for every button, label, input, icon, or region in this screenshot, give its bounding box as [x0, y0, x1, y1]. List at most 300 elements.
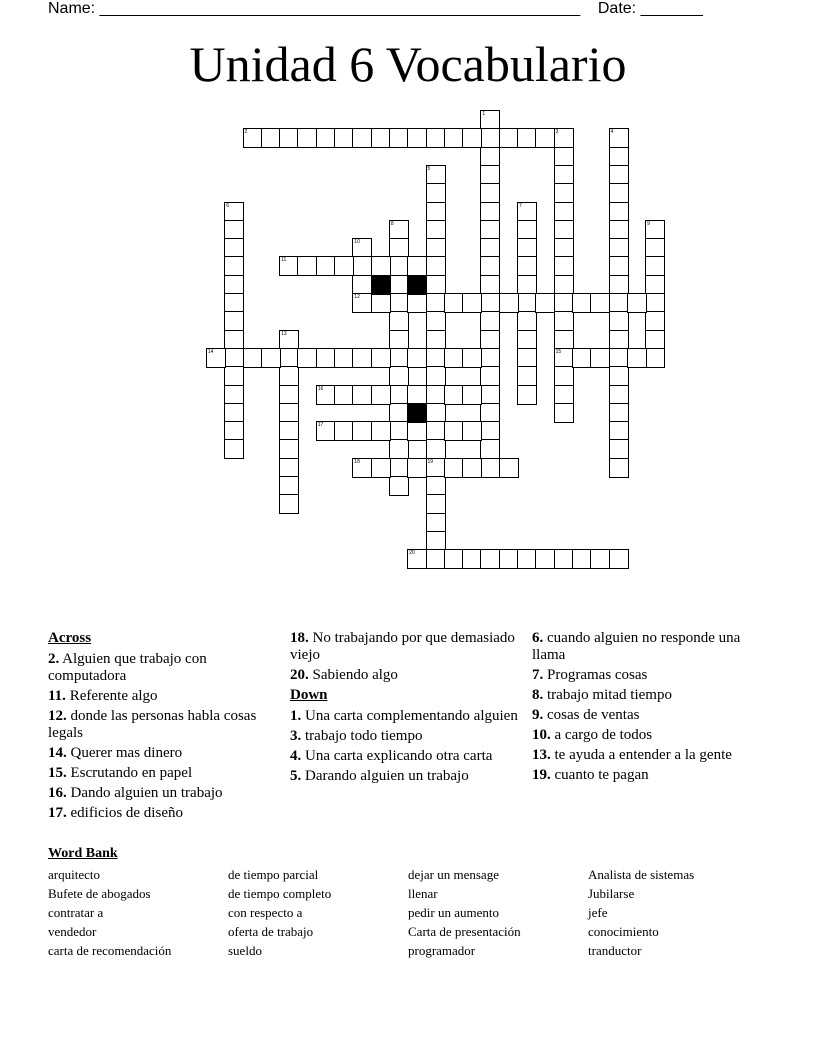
crossword-cell[interactable] — [645, 311, 665, 331]
crossword-cell[interactable] — [609, 275, 629, 295]
crossword-cell[interactable] — [609, 293, 629, 313]
crossword-cell[interactable] — [426, 403, 446, 423]
crossword-cell[interactable] — [426, 311, 446, 331]
clue-text: cuando alguien no responde una llama — [532, 630, 741, 663]
crossword-cell[interactable] — [609, 348, 629, 368]
crossword-cell[interactable] — [609, 183, 629, 203]
crossword-cell[interactable] — [371, 128, 391, 148]
crossword-cell[interactable] — [480, 403, 500, 423]
clue-number: 2 — [244, 129, 248, 136]
crossword-cell[interactable] — [279, 494, 299, 514]
crossword-black-cell — [407, 403, 427, 423]
clue-number-label: 11. — [48, 688, 66, 704]
name-label: Name: — [48, 0, 96, 17]
crossword-cell[interactable] — [554, 348, 574, 368]
clue-number-label: 10. — [532, 727, 551, 743]
crossword-cell[interactable] — [517, 293, 537, 313]
crossword-cell[interactable] — [224, 385, 244, 405]
crossword-cell[interactable] — [554, 183, 574, 203]
crossword-cell[interactable] — [426, 238, 446, 258]
crossword-cell[interactable] — [480, 128, 500, 148]
crossword-cell[interactable] — [297, 348, 317, 368]
crossword-cell[interactable] — [645, 275, 665, 295]
crossword-cell[interactable] — [297, 128, 317, 148]
crossword-cell[interactable] — [352, 238, 372, 258]
crossword-cell[interactable] — [334, 348, 354, 368]
crossword-cell[interactable] — [279, 476, 299, 496]
word-bank-item: programador — [408, 943, 476, 958]
crossword-cell[interactable] — [572, 549, 592, 569]
crossword-cell[interactable] — [517, 348, 537, 368]
clue-item — [532, 727, 762, 744]
clue-number-label: 4. — [290, 748, 302, 764]
crossword-cell[interactable] — [279, 385, 299, 405]
crossword-cell[interactable] — [499, 128, 519, 148]
word-bank-item: vendedor — [48, 924, 97, 939]
crossword-cell[interactable] — [480, 147, 500, 167]
crossword-cell[interactable] — [480, 183, 500, 203]
word-bank-item: Bufete de abogados — [48, 886, 151, 901]
crossword-cell[interactable] — [206, 348, 226, 368]
clue-number-label: 1. — [290, 708, 302, 724]
crossword-cell[interactable] — [371, 293, 391, 313]
crossword-cell[interactable] — [279, 256, 299, 276]
crossword-cell[interactable] — [609, 439, 629, 459]
crossword-cell[interactable] — [352, 128, 372, 148]
crossword-cell[interactable] — [371, 421, 391, 441]
crossword-cell[interactable] — [224, 238, 244, 258]
crossword-cell[interactable] — [462, 348, 482, 368]
crossword-cell[interactable] — [279, 366, 299, 386]
crossword-cell[interactable] — [572, 348, 592, 368]
clue-number: 10 — [354, 239, 360, 246]
clue-number: 1 — [482, 111, 486, 117]
crossword-cell[interactable] — [609, 421, 629, 441]
crossword-cell[interactable] — [407, 293, 427, 313]
crossword-cell[interactable] — [590, 348, 610, 368]
crossword-cell[interactable] — [426, 549, 446, 569]
crossword-cell[interactable] — [279, 403, 299, 423]
crossword-cell[interactable] — [554, 275, 574, 295]
word-bank-item: carta de recomendación — [48, 943, 172, 958]
crossword-cell[interactable] — [426, 421, 446, 441]
clue-text: trabajo todo tiempo — [301, 728, 423, 744]
crossword-cell[interactable] — [462, 128, 482, 148]
crossword-cell[interactable] — [279, 128, 299, 148]
crossword-cell[interactable] — [627, 348, 647, 368]
crossword-cell[interactable] — [480, 549, 500, 569]
crossword-cell[interactable] — [480, 238, 500, 258]
crossword-cell[interactable] — [444, 293, 464, 313]
crossword-cell[interactable] — [316, 256, 336, 276]
clue-item — [532, 667, 762, 684]
clue-text: Escrutando en papel — [66, 765, 193, 781]
crossword-cell[interactable] — [554, 293, 574, 313]
crossword-cell[interactable] — [389, 238, 409, 258]
clue-number: 5 — [427, 165, 431, 172]
crossword-cell[interactable] — [426, 513, 446, 533]
crossword-cell[interactable] — [426, 293, 446, 313]
crossword-cell[interactable] — [389, 275, 409, 295]
crossword-cell[interactable] — [426, 220, 446, 240]
word-bank-item: tranductor — [588, 943, 642, 958]
crossword-cell[interactable] — [590, 293, 610, 313]
crossword-cell[interactable] — [352, 275, 372, 295]
crossword-cell[interactable] — [316, 385, 336, 405]
crossword-cell[interactable] — [554, 403, 574, 423]
crossword-cell[interactable] — [517, 220, 537, 240]
crossword-cell[interactable] — [517, 311, 537, 331]
crossword-cell[interactable] — [444, 348, 464, 368]
clue-section-heading: Across — [48, 630, 92, 646]
crossword-cell[interactable] — [609, 403, 629, 423]
crossword-cell[interactable] — [352, 256, 372, 276]
name-blank[interactable]: ______________________________________________________ — [99, 0, 581, 17]
crossword-cell[interactable] — [554, 165, 574, 185]
clue-text: Sabiendo algo — [308, 667, 398, 683]
crossword-cell[interactable] — [480, 202, 500, 222]
clue-item — [48, 785, 278, 802]
crossword-cell[interactable] — [535, 549, 555, 569]
crossword-cell[interactable] — [627, 293, 647, 313]
clue-text: Programas cosas — [543, 667, 648, 683]
crossword-cell[interactable] — [480, 220, 500, 240]
word-bank-column-1 — [48, 865, 171, 960]
clue-item — [532, 767, 762, 784]
crossword-cell[interactable] — [426, 348, 446, 368]
crossword-cell[interactable] — [517, 256, 537, 276]
clue-number-label: 19. — [532, 767, 551, 783]
clue-number-label: 7. — [532, 667, 544, 683]
crossword-cell[interactable] — [334, 256, 354, 276]
crossword-cell[interactable] — [609, 220, 629, 240]
crossword-cell[interactable] — [535, 128, 555, 148]
crossword-cell[interactable] — [480, 421, 500, 441]
crossword-cell[interactable] — [389, 385, 409, 405]
crossword-cell[interactable] — [517, 275, 537, 295]
crossword-cell[interactable] — [480, 293, 500, 313]
crossword-cell[interactable] — [389, 403, 409, 423]
crossword-cell[interactable] — [462, 549, 482, 569]
crossword-cell[interactable] — [426, 385, 446, 405]
clue-text: te ayuda a entender a la gente — [550, 747, 732, 763]
crossword-cell[interactable] — [535, 293, 555, 313]
clue-number: 18 — [354, 458, 360, 465]
crossword-cell[interactable] — [389, 256, 409, 276]
clue-number: 16 — [317, 385, 324, 392]
crossword-cell[interactable] — [480, 275, 500, 295]
crossword-cell[interactable] — [224, 403, 244, 423]
crossword-cell[interactable] — [554, 128, 574, 148]
crossword-cell[interactable] — [352, 421, 372, 441]
crossword-cell[interactable] — [554, 366, 574, 386]
crossword-cell[interactable] — [609, 238, 629, 258]
crossword-cell[interactable] — [389, 330, 409, 350]
crossword-cell[interactable] — [316, 348, 336, 368]
clues-column-3 — [532, 630, 762, 787]
crossword-cell[interactable] — [609, 458, 629, 478]
crossword-cell[interactable] — [554, 202, 574, 222]
crossword-cell[interactable] — [426, 531, 446, 551]
crossword-cell[interactable] — [279, 330, 299, 350]
crossword-cell[interactable] — [554, 238, 574, 258]
crossword-cell[interactable] — [389, 348, 409, 368]
crossword-cell[interactable] — [480, 311, 500, 331]
crossword-cell[interactable] — [480, 165, 500, 185]
clue-text: Darando alguien un trabajo — [301, 768, 469, 784]
crossword-cell[interactable] — [609, 385, 629, 405]
clue-item — [290, 748, 520, 765]
crossword-cell[interactable] — [554, 147, 574, 167]
crossword-cell[interactable] — [224, 275, 244, 295]
crossword-cell[interactable] — [224, 202, 244, 222]
crossword-cell[interactable] — [609, 330, 629, 350]
clue-text: Una carta explicando otra carta — [301, 748, 493, 764]
word-bank-item: dejar un mensage — [408, 867, 499, 882]
crossword-cell[interactable] — [517, 128, 537, 148]
crossword-cell[interactable] — [371, 348, 391, 368]
crossword-cell[interactable] — [279, 421, 299, 441]
crossword-cell[interactable] — [554, 330, 574, 350]
crossword-cell[interactable] — [462, 293, 482, 313]
crossword-cell[interactable] — [426, 183, 446, 203]
crossword-cell[interactable] — [480, 348, 500, 368]
crossword-cell[interactable] — [554, 385, 574, 405]
clue-number-label: 12. — [48, 708, 67, 724]
crossword-cell[interactable] — [389, 311, 409, 331]
crossword-cell[interactable] — [389, 293, 409, 313]
clue-item — [290, 728, 520, 745]
crossword-cell[interactable] — [224, 421, 244, 441]
clue-number: 8 — [390, 220, 394, 227]
crossword-cell[interactable] — [609, 311, 629, 331]
crossword-cell[interactable] — [645, 293, 665, 313]
crossword-cell[interactable] — [480, 458, 500, 478]
crossword-cell[interactable] — [517, 202, 537, 222]
crossword-cell[interactable] — [572, 293, 592, 313]
crossword-cell[interactable] — [297, 256, 317, 276]
crossword-cell[interactable] — [480, 385, 500, 405]
clue-number: 12 — [354, 294, 360, 300]
word-bank-column-3 — [408, 865, 521, 960]
clue-text: Una carta complementando alguien — [301, 708, 518, 724]
clue-text: edificios de diseño — [66, 805, 183, 821]
crossword-cell[interactable] — [645, 330, 665, 350]
crossword-cell[interactable] — [407, 421, 427, 441]
clue-item — [532, 747, 762, 764]
crossword-cell[interactable] — [316, 128, 336, 148]
clue-item — [290, 630, 520, 664]
crossword-cell[interactable] — [407, 128, 427, 148]
clue-item — [48, 745, 278, 762]
clue-item — [290, 667, 520, 684]
crossword-cell[interactable] — [554, 220, 574, 240]
clue-number-label: 3. — [290, 728, 302, 744]
crossword-cell[interactable] — [480, 439, 500, 459]
crossword-cell[interactable] — [462, 421, 482, 441]
clue-number-label: 9. — [532, 707, 544, 723]
clue-item — [48, 765, 278, 782]
crossword-cell[interactable] — [426, 128, 446, 148]
crossword-cell[interactable] — [224, 220, 244, 240]
clue-number-label: 17. — [48, 805, 67, 821]
crossword-cell[interactable] — [407, 549, 427, 569]
crossword-cell[interactable] — [444, 421, 464, 441]
crossword-cell[interactable] — [243, 128, 263, 148]
crossword-cell[interactable] — [609, 165, 629, 185]
crossword-cell[interactable] — [389, 458, 409, 478]
crossword-cell[interactable] — [352, 385, 372, 405]
crossword-cell[interactable] — [480, 366, 500, 386]
crossword-cell[interactable] — [517, 366, 537, 386]
crossword-cell[interactable] — [261, 348, 281, 368]
crossword-cell[interactable] — [334, 421, 354, 441]
crossword-cell[interactable] — [499, 458, 519, 478]
crossword-cell[interactable] — [444, 549, 464, 569]
crossword-cell[interactable] — [407, 256, 427, 276]
crossword-cell[interactable] — [224, 293, 244, 313]
crossword-cell[interactable] — [224, 366, 244, 386]
clue-number-label: 8. — [532, 687, 544, 703]
crossword-cell[interactable] — [517, 385, 537, 405]
word-bank-item: oferta de trabajo — [228, 924, 314, 939]
crossword-cell[interactable] — [426, 458, 446, 478]
date-blank[interactable]: _______ — [640, 0, 703, 17]
clue-number: 9 — [647, 220, 650, 227]
clue-item — [290, 708, 520, 725]
crossword-cell[interactable] — [645, 256, 665, 276]
crossword-cell[interactable] — [316, 421, 336, 441]
crossword-cell[interactable] — [279, 348, 299, 368]
crossword-cell[interactable] — [224, 330, 244, 350]
crossword-cell[interactable] — [352, 293, 372, 313]
crossword-cell[interactable] — [480, 110, 500, 130]
clue-text: Dando alguien un trabajo — [66, 785, 223, 801]
crossword-cell[interactable] — [371, 385, 391, 405]
crossword-cell[interactable] — [389, 128, 409, 148]
crossword-cell[interactable] — [462, 385, 482, 405]
clue-number: 6 — [226, 202, 229, 209]
crossword-cell[interactable] — [517, 549, 537, 569]
clue-text: cosas de ventas — [543, 707, 640, 723]
crossword-cell[interactable] — [334, 128, 354, 148]
crossword-cell[interactable] — [389, 421, 409, 441]
word-bank-item: llenar — [408, 886, 438, 901]
crossword-cell[interactable] — [554, 311, 574, 331]
crossword-cell[interactable] — [426, 494, 446, 514]
clue-text: cuanto te pagan — [550, 767, 649, 783]
crossword-cell[interactable] — [371, 256, 391, 276]
clue-number-label: 16. — [48, 785, 67, 801]
crossword-cell[interactable] — [279, 439, 299, 459]
word-bank-item: jefe — [588, 905, 608, 920]
crossword-cell[interactable] — [609, 256, 629, 276]
crossword-cell[interactable] — [609, 366, 629, 386]
clue-number: 20 — [409, 550, 415, 557]
crossword-cell[interactable] — [224, 256, 244, 276]
clue-text: a cargo de todos — [550, 727, 653, 743]
word-bank-item: de tiempo parcial — [228, 867, 319, 882]
crossword-cell[interactable] — [407, 348, 427, 368]
crossword-cell[interactable] — [426, 256, 446, 276]
crossword-cell[interactable] — [554, 256, 574, 276]
crossword-cell[interactable] — [645, 348, 665, 368]
crossword-cell[interactable] — [609, 549, 629, 569]
crossword-cell[interactable] — [462, 458, 482, 478]
crossword-cell[interactable] — [426, 366, 446, 386]
crossword-cell[interactable] — [444, 458, 464, 478]
crossword-cell[interactable] — [480, 256, 500, 276]
clue-number-label: 2. — [48, 651, 60, 667]
crossword-cell[interactable] — [444, 385, 464, 405]
clues-column-2 — [290, 630, 520, 788]
word-bank-item: Carta de presentación — [408, 924, 521, 939]
crossword-cell[interactable] — [352, 348, 372, 368]
clue-number: 17 — [317, 422, 324, 429]
crossword-cell[interactable] — [645, 220, 665, 240]
crossword-cell[interactable] — [224, 439, 244, 459]
crossword-cell[interactable] — [517, 238, 537, 258]
crossword-cell[interactable] — [609, 147, 629, 167]
crossword-cell[interactable] — [426, 165, 446, 185]
crossword-cell[interactable] — [554, 549, 574, 569]
clue-number-label: 20. — [290, 667, 309, 683]
crossword-cell[interactable] — [499, 293, 519, 313]
crossword-cell[interactable] — [407, 458, 427, 478]
crossword-cell[interactable] — [389, 476, 409, 496]
clue-text: trabajo mitad tiempo — [543, 687, 672, 703]
crossword-cell[interactable] — [426, 275, 446, 295]
clue-number: 4 — [610, 129, 614, 136]
clue-text: Querer mas dinero — [66, 745, 183, 761]
crossword-cell[interactable] — [352, 458, 372, 478]
crossword-cell[interactable] — [389, 439, 409, 459]
crossword-cell[interactable] — [389, 366, 409, 386]
crossword-cell[interactable] — [590, 549, 610, 569]
crossword-cell[interactable] — [407, 385, 427, 405]
crossword-cell[interactable] — [444, 128, 464, 148]
crossword-cell[interactable] — [389, 220, 409, 240]
crossword-cell[interactable] — [224, 348, 244, 368]
clue-number-label: 15. — [48, 765, 67, 781]
crossword-cell[interactable] — [499, 549, 519, 569]
crossword-cell[interactable] — [243, 348, 263, 368]
clue-number: 3 — [555, 129, 559, 136]
clue-number: 15 — [555, 348, 562, 355]
crossword-cell[interactable] — [279, 458, 299, 478]
clue-number: 11 — [281, 257, 287, 264]
crossword-cell[interactable] — [261, 128, 281, 148]
clue-item — [48, 708, 278, 742]
word-bank-item: de tiempo completo — [228, 886, 332, 901]
crossword-black-cell — [371, 275, 391, 295]
crossword-cell[interactable] — [334, 385, 354, 405]
crossword-cell[interactable] — [480, 330, 500, 350]
crossword-cell[interactable] — [426, 202, 446, 222]
crossword-cell[interactable] — [609, 202, 629, 222]
clue-number: 14 — [207, 348, 214, 355]
crossword-black-cell — [407, 275, 427, 295]
crossword-cell[interactable] — [426, 330, 446, 350]
crossword-cell[interactable] — [224, 311, 244, 331]
clue-number-label: 13. — [532, 747, 551, 763]
crossword-cell[interactable] — [371, 458, 391, 478]
crossword-cell[interactable] — [609, 128, 629, 148]
crossword-cell[interactable] — [426, 476, 446, 496]
crossword-cell[interactable] — [645, 238, 665, 258]
crossword-cell[interactable] — [517, 330, 537, 350]
crossword-cell[interactable] — [426, 439, 446, 459]
